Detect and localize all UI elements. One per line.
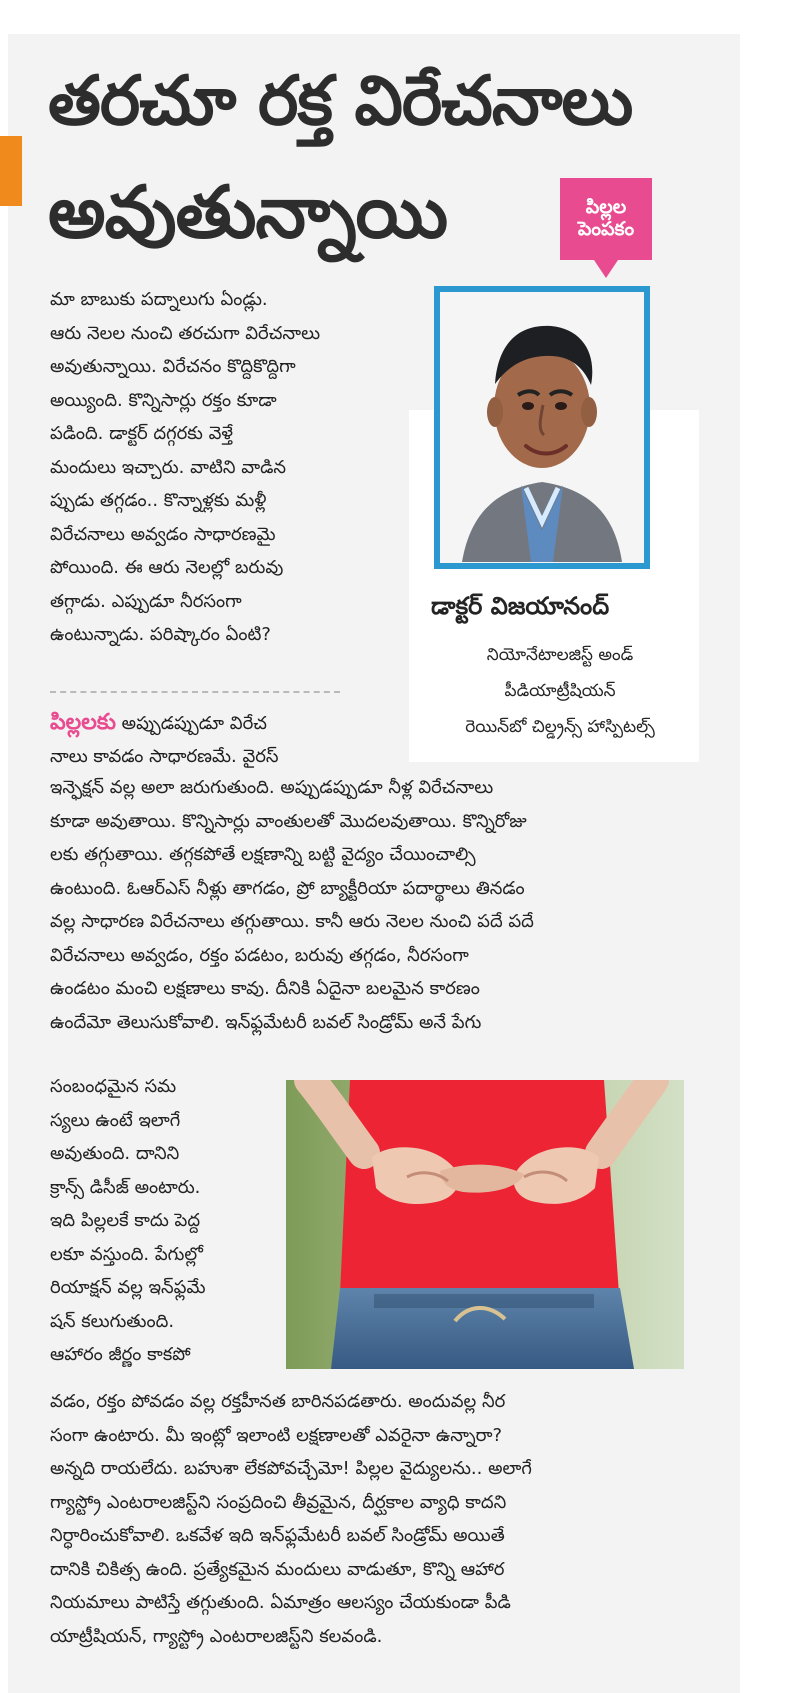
answer-line: వల్ల సాధారణ విరేచనాలు తగ్గుతాయి. కానీ ఆరు నెలల నుంచి పదే పదే xyxy=(50,911,534,932)
question-line: పోయింది. ఈ ఆరు నెలల్లో బరువు xyxy=(50,557,284,578)
answer-line: కూడా అవుతాయి. కొన్నిసార్లు వాంతులతో మొదలవుతాయి. కొన్నిరోజు xyxy=(50,810,527,832)
answer-paragraph-2 xyxy=(50,1070,270,1372)
section-tag xyxy=(560,178,652,260)
answer-line: లకూ వస్తుంది. పేగుల్లో xyxy=(50,1243,203,1265)
doctor-name: డాక్టర్ విజయానంద్ xyxy=(431,592,610,620)
article-headline-line-1: తరచూ రక్త విరేచనాలు xyxy=(48,62,633,141)
doctor-title-line-3: రెయిన్‌బో చిల్డ్రన్స్ హాస్పిటల్స్ xyxy=(465,717,655,737)
question-line: ప్పుడు తగ్గడం.. కొన్నాళ్లకు మళ్లీ xyxy=(50,490,267,511)
answer-second-line: నాలు కావడం సాధారణమే. వైరస్ xyxy=(50,745,279,767)
answer-paragraph-1 xyxy=(50,771,700,1039)
question-line: ఉంటున్నాడు. పరిష్కారం ఏంటి? xyxy=(50,624,271,645)
answer-line: వడం, రక్తం పోవడం వల్ల రక్తహీనత బారినపడతారు. అందువల్ల నీర xyxy=(50,1391,506,1412)
answer-paragraph-3 xyxy=(50,1385,700,1653)
question-text xyxy=(50,283,400,652)
doctor-title-line-2: పీడియాట్రీషియన్ xyxy=(504,681,616,701)
answer-line: రియాక్షన్ వల్ల ఇన్‌ఫ్లమే xyxy=(50,1277,206,1298)
answer-lead-rest: అప్పుడప్పుడూ విరేచ xyxy=(121,713,267,734)
question-line: విరేచనాలు అవ్వడం సాధారణమై xyxy=(50,523,276,545)
doctor-photo xyxy=(434,286,650,569)
question-line: మా బాబుకు పద్నాలుగు ఏండ్లు. xyxy=(50,289,268,310)
answer-line: సంబంధమైన సమ xyxy=(50,1076,177,1097)
doctor-title-line-1: నియోనేటాలజిస్ట్ అండ్ xyxy=(486,645,634,665)
answer-line: దానికి చికిత్స ఉంది. ప్రత్యేకమైన మందులు వాడుతూ, కొన్ని ఆహార xyxy=(50,1558,505,1580)
section-marker xyxy=(0,136,22,206)
section-tag-line-2: పెంపకం xyxy=(577,218,635,240)
section-tag-line-1: పిల్లల xyxy=(585,196,627,219)
answer-highlight: పిల్లలకు xyxy=(50,710,116,735)
answer-line: ఉందేమో తెలుసుకోవాలి. ఇన్‌ఫ్లమేటరీ బవల్ సిండ్రోమ్ అనే పేగు xyxy=(50,1011,482,1033)
answer-line: అన్నది రాయలేదు. బహుశా లేకపోవచ్చేమో! పిల్లల వైద్యులను.. అలాగే xyxy=(50,1458,532,1479)
answer-line: ఉంటుంది. ఓఆర్ఎస్ నీళ్లు తాగడం, ప్రో బ్యాక్టీరియా పదార్థాలు తినడం xyxy=(50,877,525,899)
answer-line: ఇన్ఫెక్షన్ వల్ల అలా జరుగుతుంది. అప్పుడప్పుడూ నీళ్ల విరేచనాలు xyxy=(50,777,494,798)
answer-line: సంగా ఉంటారు. మీ ఇంట్లో ఇలాంటి లక్షణాలతో ఎవరైనా ఉన్నారా? xyxy=(50,1424,503,1446)
answer-line: విరేచనాలు అవ్వడం, రక్తం పడటం, బరువు తగ్గడం, నీరసంగా xyxy=(50,944,469,966)
answer-line: గ్యాస్ట్రో ఎంటరాలజిస్ట్‌ని సంప్రదించి తీవ్రమైన, దీర్ఘకాల వ్యాధి కాదని xyxy=(50,1491,507,1513)
question-answer-divider xyxy=(50,691,340,693)
answer-line: నియమాలు పాటిస్తే తగ్గుతుంది. ఏమాత్రం ఆలస్యం చేయకుండా పీడి xyxy=(50,1592,511,1613)
answer-first-line xyxy=(50,706,405,740)
answer-line: లకు తగ్గుతాయి. తగ్గకపోతే లక్షణాన్ని బట్టి వైద్యం చేయించాల్సి xyxy=(50,844,476,865)
child-stomach-image xyxy=(286,1080,684,1369)
answer-line: నిర్ధారించుకోవాలి. ఒకవేళ ఇది ఇన్‌ఫ్లమేటరీ బవల్ సిండ్రోమ్ అయితే xyxy=(50,1525,505,1546)
answer-line: ఉండటం మంచి లక్షణాలు కావు. దీనికి ఏదైనా బలమైన కారణం xyxy=(50,978,480,999)
question-line: పడింది. డాక్టర్ దగ్గరకు వెళ్తే xyxy=(50,423,234,444)
answer-line: ఆహారం జీర్ణం కాకపో xyxy=(50,1344,191,1365)
question-line: అవుతున్నాయి. విరేచనం కొద్దికొద్దిగా xyxy=(50,356,296,377)
answer-line: షన్ కలుగుతుంది. xyxy=(50,1310,175,1332)
question-line: మందులు ఇచ్చారు. వాటిని వాడిన xyxy=(50,456,287,478)
article-headline-line-2: అవుతున్నాయి xyxy=(48,170,448,254)
question-line: ఆరు నెలల నుంచి తరచుగా విరేచనాలు xyxy=(50,322,321,344)
question-line: తగ్గాడు. ఎప్పుడూ నీరసంగా xyxy=(50,590,242,612)
answer-line: ఇది పిల్లలకే కాదు పెద్ద xyxy=(50,1210,201,1231)
answer-line: స్యలు ఉంటే ఇలాగే xyxy=(50,1109,181,1131)
answer-line: యాట్రీషియన్, గ్యాస్ట్రో ఎంటరాలజిస్ట్‌ని కలవండి. xyxy=(50,1625,383,1647)
answer-lead xyxy=(50,706,405,773)
question-line: అయ్యింది. కొన్నిసార్లు రక్తం కూడా xyxy=(50,389,277,411)
answer-line: క్రాన్స్ డిసీజ్ అంటారు. xyxy=(50,1176,201,1198)
answer-line: అవుతుంది. దానిని xyxy=(50,1143,180,1164)
